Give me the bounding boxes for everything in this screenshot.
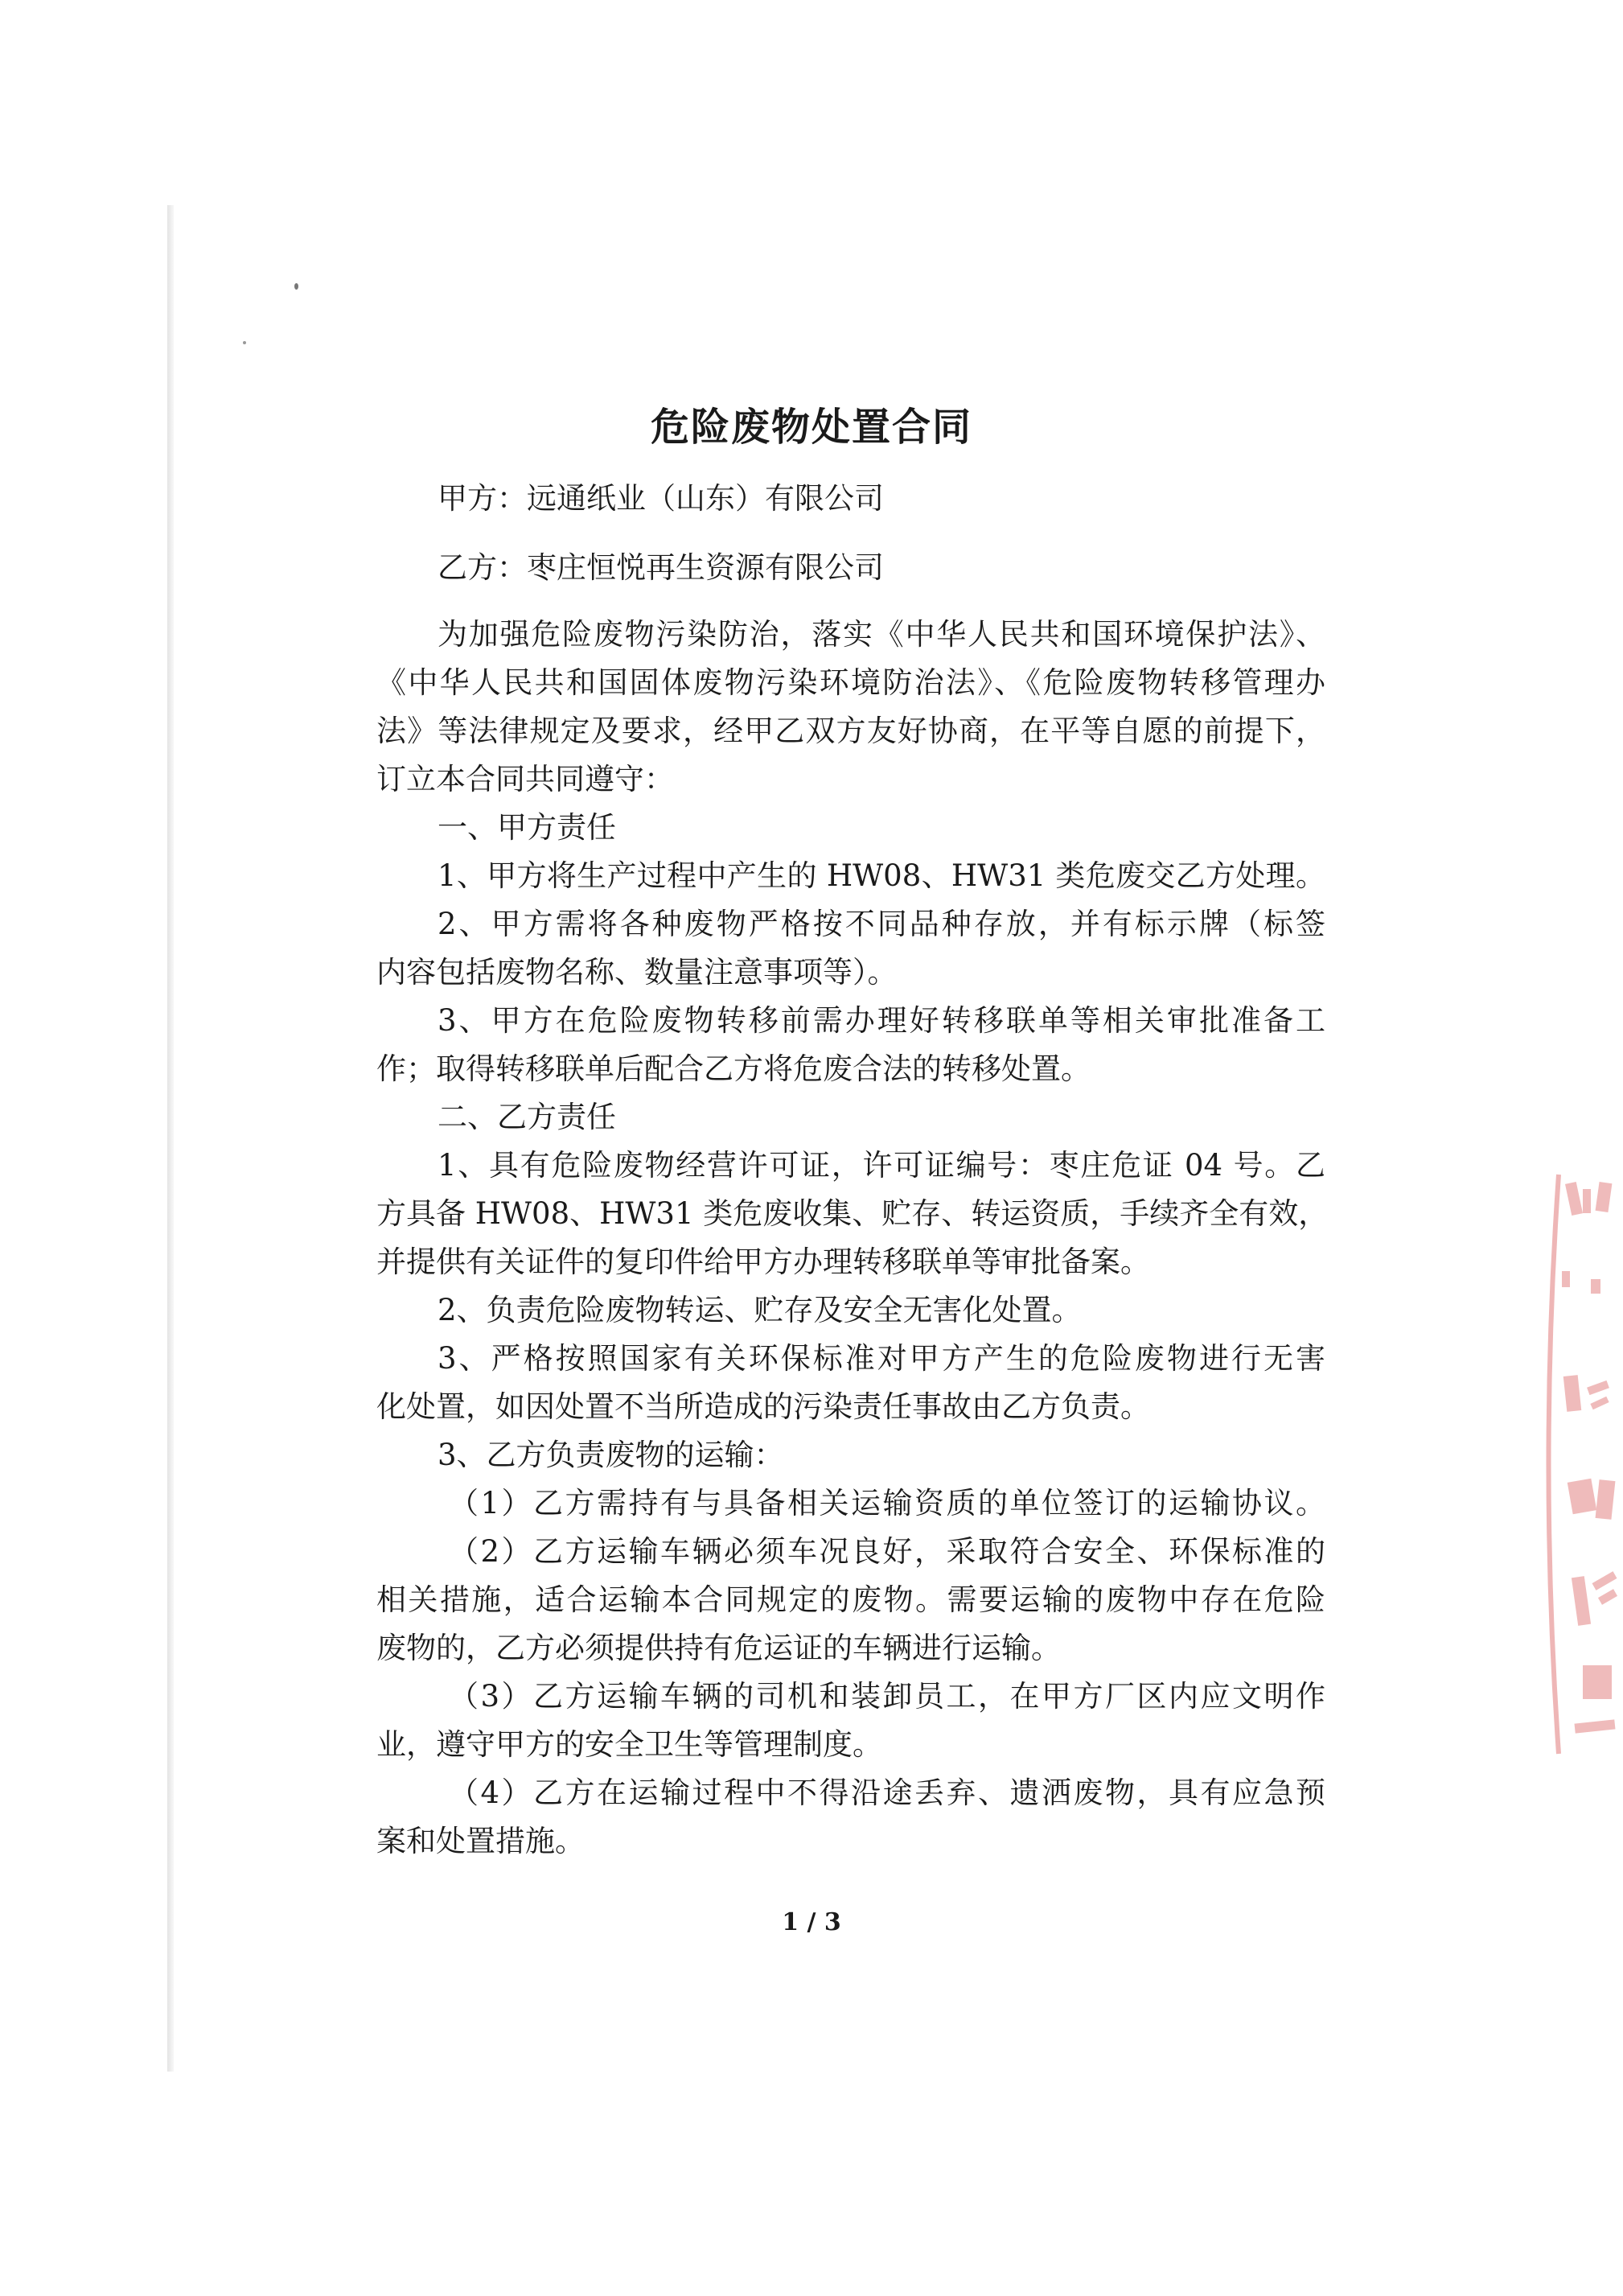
transport-line: 相关措施，适合运输本合同规定的废物。需要运输的废物中存在危险 xyxy=(376,1582,1325,1617)
clause-line: 2、甲方需将各种废物严格按不同品种存放，并有标示牌（标签 xyxy=(438,907,1325,941)
clause-line: 1、甲方将生产过程中产生的 HW08、HW31 类危废交乙方处理。 xyxy=(438,858,1325,893)
scan-speck xyxy=(294,283,298,290)
clause-line: 并提供有关证件的复印件给甲方办理转移联单等审批备案。 xyxy=(376,1245,1150,1279)
section-heading: 一、甲方责任 xyxy=(438,810,616,845)
clause-line: 作；取得转移联单后配合乙方将危废合法的转移处置。 xyxy=(376,1051,1091,1086)
transport-line: 业，遵守甲方的安全卫生等管理制度。 xyxy=(376,1727,882,1762)
clause-line: 3、乙方负责废物的运输： xyxy=(438,1438,784,1472)
party-a-line: 甲方：远通纸业（山东）有限公司 xyxy=(438,481,884,516)
section-heading: 二、乙方责任 xyxy=(438,1100,616,1134)
seal-stamp-fragment xyxy=(1462,1158,1623,1770)
transport-line: （4）乙方在运输过程中不得沿途丢弃、遗洒废物，具有应急预 xyxy=(449,1775,1325,1810)
preamble-line: 订立本合同共同遵守： xyxy=(376,762,674,796)
party-b-line: 乙方：枣庄恒悦再生资源有限公司 xyxy=(438,550,884,585)
clause-line: 内容包括废物名称、数量注意事项等）。 xyxy=(376,955,898,990)
transport-line: （3）乙方运输车辆的司机和装卸员工，在甲方厂区内应文明作 xyxy=(449,1679,1325,1714)
preamble-line: 为加强危险废物污染防治，落实《中华人民共和国环境保护法》、 xyxy=(438,617,1325,652)
clause-line: 2、负责危险废物转运、贮存及安全无害化处置。 xyxy=(438,1293,1082,1327)
transport-line: 废物的，乙方必须提供持有危运证的车辆进行运输。 xyxy=(376,1631,1061,1665)
clause-line: 3、严格按照国家有关环保标准对甲方产生的危险废物进行无害 xyxy=(438,1341,1325,1376)
transport-line: 案和处置措施。 xyxy=(376,1824,585,1858)
preamble-line: 《中华人民共和国固体废物污染环境防治法》、《危险废物转移管理办 xyxy=(376,665,1325,700)
scan-speck xyxy=(243,341,246,344)
clause-line: 方具备 HW08、HW31 类危废收集、贮存、转运资质，手续齐全有效， xyxy=(376,1196,1329,1231)
preamble-line: 法》等法律规定及要求，经甲乙双方友好协商，在平等自愿的前提下， xyxy=(376,714,1325,748)
clause-line: 1、具有危险废物经营许可证，许可证编号：枣庄危证 04 号。乙 xyxy=(438,1148,1325,1183)
page-number: 1 / 3 xyxy=(782,1908,841,1936)
transport-line: （1）乙方需持有与具备相关运输资质的单位签订的运输协议。 xyxy=(449,1486,1325,1520)
contract-title: 危险废物处置合同 xyxy=(650,405,972,450)
scan-edge-shadow xyxy=(167,205,174,2072)
clause-line: 化处置，如因处置不当所造成的污染责任事故由乙方负责。 xyxy=(376,1389,1150,1424)
transport-line: （2）乙方运输车辆必须车况良好，采取符合安全、环保标准的 xyxy=(449,1534,1325,1569)
clause-line: 3、甲方在危险废物转移前需办理好转移联单等相关审批准备工 xyxy=(438,1003,1325,1038)
